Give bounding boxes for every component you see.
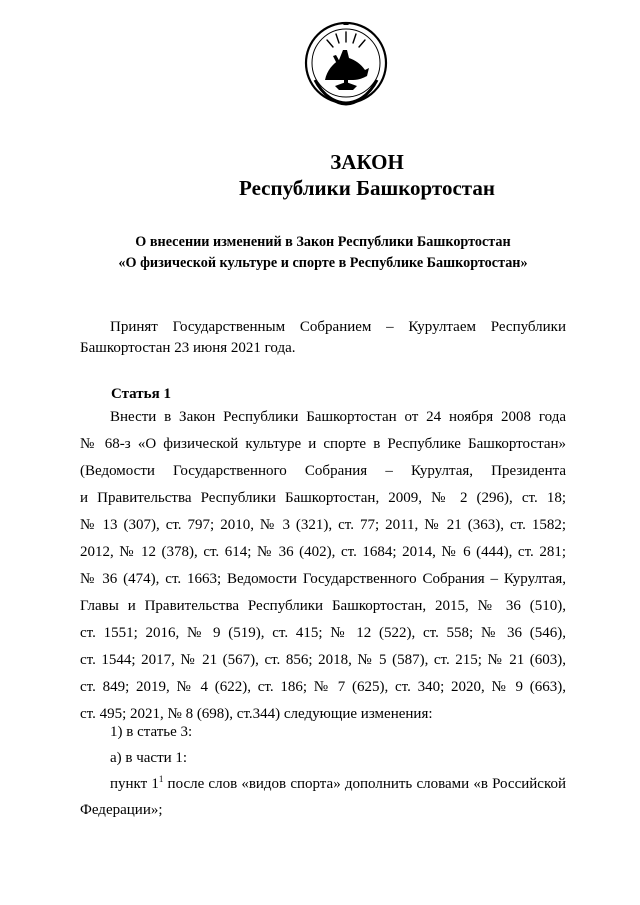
item-point-superscript: 1 [158,774,164,784]
body-line: ст. 1551; 2016, № 9 (519), ст. 415; № 12 (522), ст. 558; № 36 (546), [80,625,566,641]
coat-of-arms-emblem [303,20,389,110]
body-line: 2012, № 12 (378), ст. 614; № 36 (402), ст. 1684; 2014, № 6 (444), ст. 281; [80,544,566,560]
body-line: ст. 495; 2021, № 8 (698), ст.344) следующие изменения: [80,706,433,722]
article-body [80,404,566,728]
adoption-line: Башкортостан 23 июня 2021 года. [80,340,296,356]
body-line: Внести в Закон Республики Башкортостан от 24 ноября 2008 года [110,409,566,425]
body-line: и Правительства Республики Башкортостан, 2009, № 2 (296), ст. 18; [80,490,566,506]
body-line: № 36 (474), ст. 1663; Ведомости Государственного Собрания – Курултая, [80,571,566,587]
law-heading [80,232,566,274]
body-line: Главы и Правительства Республики Башкортостан, 2015, № 36 (510), [80,598,566,614]
law-subtitle: Республики Башкортостан [239,176,495,200]
item-line: Федерации»; [80,802,163,818]
body-line: № 13 (307), ст. 797; 2010, № 3 (321), ст. 77; 2011, № 21 (363), ст. 1582; [80,517,566,533]
adoption-note [80,317,566,359]
law-title: ЗАКОН [330,150,404,174]
item-line: 1) в статье 3: [110,724,193,740]
body-line: ст. 1544; 2017, № 21 (567), ст. 856; 2018, № 5 (587), ст. 215; № 21 (603), [80,652,566,668]
heading-line: О внесении изменений в Закон Республики Башкортостан [135,234,511,250]
adoption-line: Принят Государственным Собранием – Курултаем Республики [110,319,566,335]
body-line: ст. 849; 2019, № 4 (622), ст. 186; № 7 (625), ст. 340; 2020, № 9 (663), [80,679,566,695]
heading-line: «О физической культуре и спорте в Республике Башкортостан» [118,255,528,271]
article-heading: Статья 1 [111,386,171,402]
item-point-line [80,771,566,797]
law-title-block [0,149,640,201]
body-line: (Ведомости Государственного Собрания – Курултая, Президента [80,463,566,479]
item-point-prefix: пункт 1 [110,776,159,792]
item-line: а) в части 1: [110,750,188,766]
amendment-items [80,719,566,823]
item-point-rest: после слов «видов спорта» дополнить словами «в Российской [163,776,566,792]
body-line: № 68-з «О физической культуре и спорте в Республике Башкортостан» [80,436,566,452]
